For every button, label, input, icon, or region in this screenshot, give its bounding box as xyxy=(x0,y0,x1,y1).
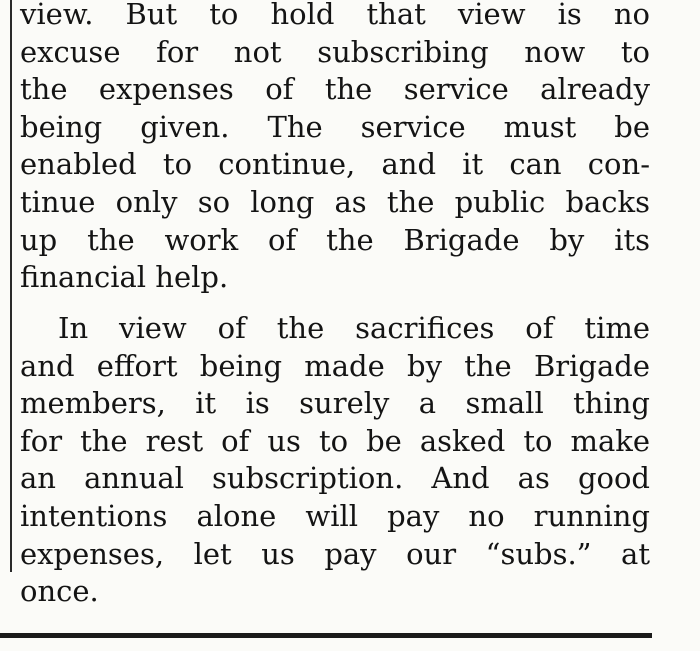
text-line: once. xyxy=(20,574,99,609)
text-line: enabled to continue, and it can con- xyxy=(20,147,650,182)
column-rule-left xyxy=(10,0,12,572)
text-line: intentions alone will pay no running xyxy=(20,498,650,533)
text-line: and effort being made by the Brigade xyxy=(20,348,650,383)
text-line: view. But to hold that view is no xyxy=(20,0,650,31)
text-line: excuse for not subscribing now to xyxy=(20,34,650,69)
paragraph-2 xyxy=(20,310,650,611)
text-line: an annual subscription. And as good xyxy=(20,461,650,496)
text-line: the expenses of the service already xyxy=(20,72,650,107)
text-line: tinue only so long as the public backs xyxy=(20,184,650,219)
column-rule-bottom xyxy=(0,633,652,638)
text-line: expenses, let us pay our “subs.” at xyxy=(20,536,650,571)
text-line: up the work of the Brigade by its xyxy=(20,222,650,257)
text-line: financial help. xyxy=(20,260,229,295)
text-line: for the rest of us to be asked to make xyxy=(20,423,650,458)
text-line: In view of the sacrifices of time xyxy=(58,311,650,345)
paragraph-1 xyxy=(20,0,650,297)
text-line: members, it is surely a small thing xyxy=(20,386,650,421)
text-line: being given. The service must be xyxy=(20,109,650,144)
